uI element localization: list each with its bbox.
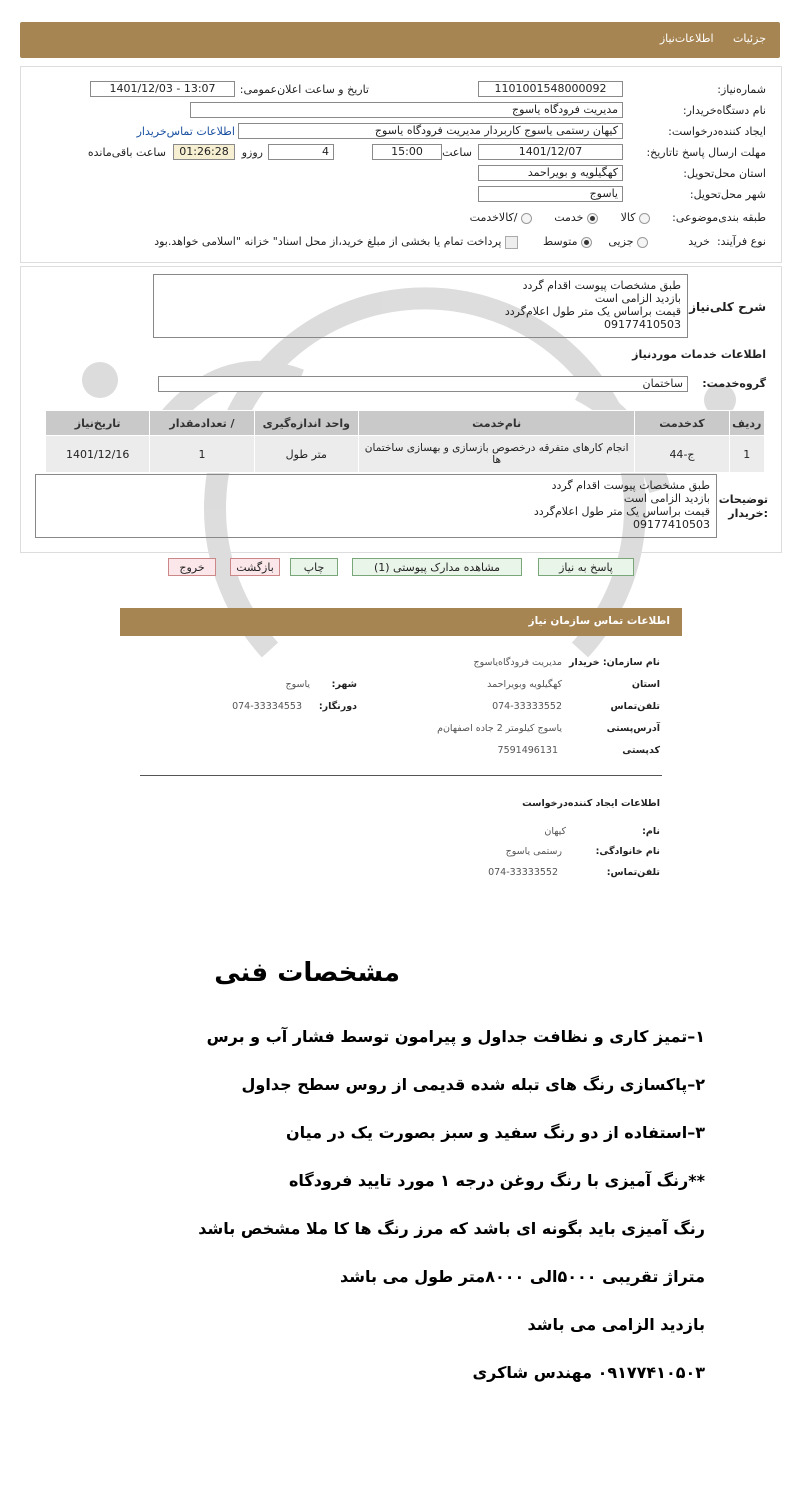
- tech-title: مشخصات فنی: [214, 958, 400, 988]
- print-button[interactable]: چاپ: [290, 558, 338, 576]
- cat-goods-option[interactable]: کالا: [621, 211, 650, 224]
- tech-line: رنگ آمیزی باید بگونه ای باشد که مرز رنگ ها کا ملا مشخص باشد: [198, 1219, 705, 1238]
- postal-value: 7591496131: [497, 745, 558, 756]
- buyer-notes-label: توضیحات :خریدار: [718, 493, 768, 520]
- notes-line: بازدید الزامی است: [623, 492, 710, 505]
- radio-icon[interactable]: [637, 237, 648, 248]
- province-contact-label: استان: [631, 679, 660, 690]
- province-field: کهگیلویه و بویراحمد: [478, 165, 623, 181]
- buyer-contact-link[interactable]: اطلاعات تماس‌خریدار: [136, 125, 235, 138]
- notes-line: طبق مشخصات پیوست اقدام گردد: [551, 479, 710, 492]
- creator-field: کیهان رستمی یاسوج کاربردار مدیریت فرودگاه یاسوج: [238, 123, 623, 139]
- summary-box: [153, 274, 688, 338]
- phone-value: 074-33333552: [492, 701, 562, 712]
- address-label: آدرس‌پستی: [606, 723, 660, 734]
- need-number-field: 1101001548000092: [478, 81, 623, 97]
- process-medium-option[interactable]: متوسط: [543, 235, 592, 248]
- time-label: ساعت: [442, 146, 472, 159]
- announce-field: 1401/12/03 - 13:07: [90, 81, 235, 97]
- checkbox-icon[interactable]: [505, 236, 518, 249]
- tech-line: ۲–پاکسازی رنگ های تبله شده قدیمی از روس سطح جداول: [241, 1075, 705, 1094]
- radio-selected-icon[interactable]: [581, 237, 592, 248]
- buyer-org-label: نام دستگاه‌خریدار:: [682, 104, 766, 117]
- requester-family-value: رستمی یاسوج: [505, 846, 562, 857]
- summary-line: 09177410503: [604, 318, 681, 331]
- radio-selected-icon[interactable]: [587, 213, 598, 224]
- requester-title: اطلاعات ایجاد کننده‌درخواست: [522, 798, 660, 809]
- summary-line: طبق مشخصات پیوست اقدام گردد: [522, 279, 681, 292]
- process-small-option[interactable]: جزیی: [608, 235, 648, 248]
- col-date: تاریخ‌نیاز: [46, 411, 150, 436]
- city-contact-label: شهر:: [331, 679, 357, 690]
- deadline-time-field: 15:00: [372, 144, 442, 160]
- notes-line: 09177410503: [633, 518, 710, 531]
- requester-phone-label: تلفن‌تماس:: [606, 867, 660, 878]
- creator-label: ایجاد کننده‌درخواست:: [668, 125, 766, 138]
- buyer-org-field: مدیریت فرودگاه یاسوج: [190, 102, 623, 118]
- org-label: نام سازمان: خریدار: [569, 657, 660, 668]
- contact-section-header: اطلاعات تماس سازمان‌ نیاز: [120, 608, 682, 636]
- fax-value: 074-33334553: [232, 701, 302, 712]
- remaining-label: ساعت باقی‌مانده: [87, 146, 166, 159]
- col-unit: واحد اندازه‌گیری: [254, 411, 358, 436]
- days-label: روزو: [241, 146, 263, 159]
- table-header-row: [46, 411, 765, 436]
- org-value: مدیریت فرودگاه‌یاسوج: [473, 657, 562, 668]
- cell-unit: متر طول: [254, 436, 358, 473]
- notes-line: قیمت براساس یک متر طول اعلام‌گردد: [533, 505, 710, 518]
- city-label: شهر محل‌تحویل:: [689, 188, 766, 201]
- services-table: [45, 410, 765, 473]
- cell-name: انجام کارهای متفرقه درخصوص بازسازی و بهسازی ساختمان ها: [358, 436, 634, 473]
- cell-code: ج-44: [635, 436, 729, 473]
- requester-phone-value: 074-33333552: [488, 867, 558, 878]
- service-group-label: گروه‌خدمت:: [702, 377, 766, 390]
- col-qty: / تعدادمقدار: [150, 411, 254, 436]
- summary-line: بازدید الزامی است: [594, 292, 681, 305]
- need-number-label: شماره‌نیاز:: [717, 83, 766, 96]
- deadline-label: مهلت ارسال‌ پاسخ تا‌تاریخ:: [646, 146, 766, 159]
- province-label: استان محل‌تحویل:: [683, 167, 766, 180]
- cat-goods-service-option[interactable]: /کالاخدمت: [470, 211, 532, 224]
- reply-button[interactable]: پاسخ به نیاز: [538, 558, 634, 576]
- divider: [140, 775, 662, 776]
- spacer: [0, 890, 1, 892]
- process-label: نوع فرآیند:: [716, 235, 766, 248]
- category-label: طبقه بندی‌موضوعی:: [672, 211, 766, 224]
- requester-name-label: نام:: [642, 826, 660, 837]
- fax-label: دورنگار:: [318, 701, 357, 712]
- cell-row: 1: [729, 436, 764, 473]
- process-buy: خرید: [688, 235, 710, 248]
- col-code: کدخدمت: [635, 411, 729, 436]
- table-row: [46, 436, 765, 473]
- tech-line: ۰۹۱۷۷۴۱۰۵۰۳ مهندس شاکری: [472, 1363, 705, 1382]
- view-attachments-button[interactable]: مشاهده مدارک پیوستی (1): [352, 558, 522, 576]
- phone-label: تلفن‌تماس: [610, 701, 660, 712]
- tech-line: ۳–استفاده از دو رنگ سفید و سبز بصورت یک در میان: [285, 1123, 705, 1142]
- exit-button[interactable]: خروج: [168, 558, 216, 576]
- deadline-date-field: 1401/12/07: [478, 144, 623, 160]
- summary-label: شرح کلی‌نیاز: [689, 300, 766, 314]
- requester-family-label: نام خانوادگی:: [595, 846, 660, 857]
- buyer-notes-box: [35, 474, 717, 538]
- col-row: ردیف: [729, 411, 764, 436]
- province-contact-value: کهگیلویه وبویراحمد: [487, 679, 562, 690]
- service-group-field: ساختمان: [158, 376, 688, 392]
- cell-qty: 1: [150, 436, 254, 473]
- radio-icon[interactable]: [521, 213, 532, 224]
- back-button[interactable]: بازگشت: [230, 558, 280, 576]
- tab-details[interactable]: جزئیات: [733, 32, 766, 45]
- radio-icon[interactable]: [639, 213, 650, 224]
- address-value: یاسوج کیلومتر 2 جاده اصفهان‌م: [437, 723, 562, 734]
- summary-line: قیمت براساس یک متر طول اعلام‌گردد: [504, 305, 681, 318]
- remaining-time-field: 01:26:28: [173, 144, 235, 160]
- postal-label: کد‌پستی: [622, 745, 660, 756]
- tab-need-info[interactable]: اطلاعات‌نیاز: [659, 32, 714, 45]
- tech-line: **رنگ آمیزی با رنگ روغن درجه ۱ مورد تایید فرودگاه: [288, 1171, 705, 1190]
- city-contact-value: یاسوج: [285, 679, 310, 690]
- tech-line: بازدید الزامی می باشد: [527, 1315, 705, 1334]
- announce-label: تاریخ و ساعت اعلان‌عمومی:: [239, 83, 369, 96]
- cell-date: 1401/12/16: [46, 436, 150, 473]
- services-heading: اطلاعات خدمات موردنیاز: [632, 348, 766, 361]
- tech-line: متراژ تقریبی ۵۰۰۰الی ۸۰۰۰متر طول می باشد: [340, 1267, 705, 1286]
- cat-service-option[interactable]: خدمت: [554, 211, 598, 224]
- city-field: یاسوج: [478, 186, 623, 202]
- treasury-payment-option[interactable]: پرداخت تمام یا بخشی از مبلغ خرید،از محل اسناد" خزانه "اسلامی خواهد.بود: [154, 235, 518, 249]
- col-name: نام‌خدمت: [358, 411, 634, 436]
- tech-line: ۱–تمیز کاری و نظافت جداول و پیرامون توسط فشار آب و برس: [206, 1027, 705, 1046]
- requester-name-value: کیهان: [544, 826, 566, 837]
- top-nav-bar: [20, 22, 780, 58]
- days-field: 4: [268, 144, 334, 160]
